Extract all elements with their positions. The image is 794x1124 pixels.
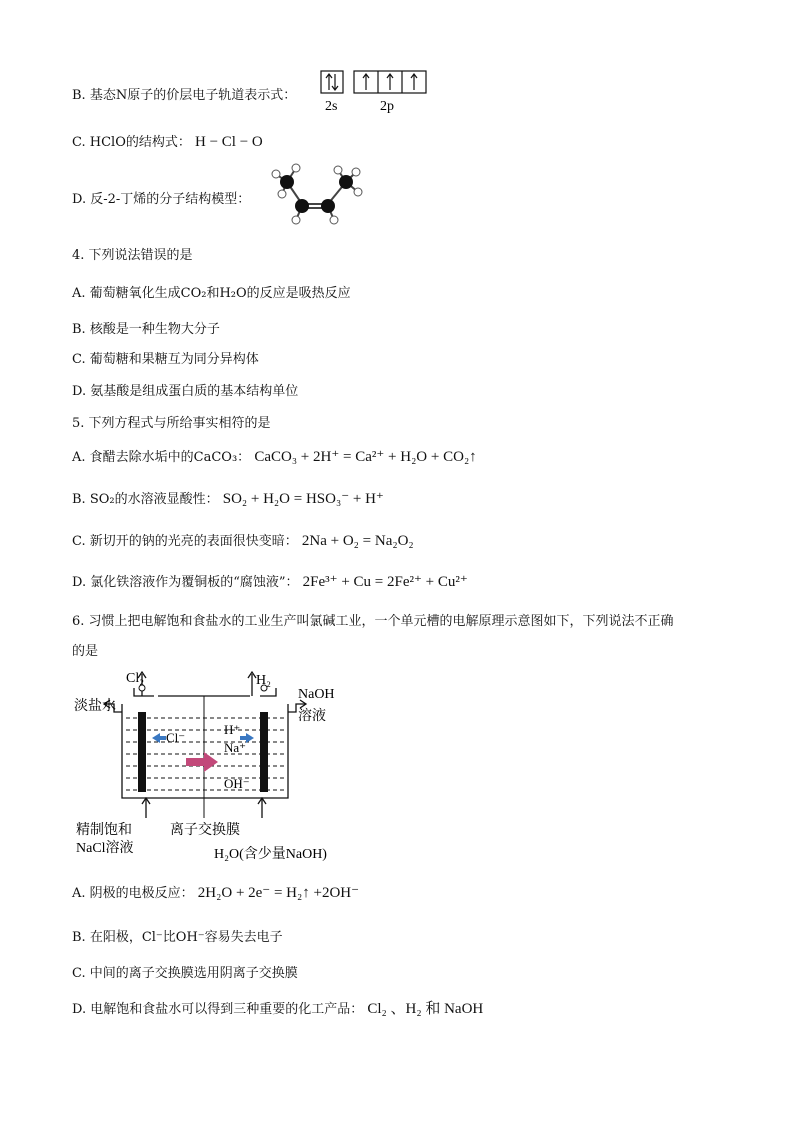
- cl2-label: Cl₂: [126, 671, 145, 686]
- feed-line1: 精制饱和: [76, 823, 132, 838]
- q6-stem-line2: 的是: [72, 644, 99, 659]
- h2-label: H₂: [256, 673, 271, 688]
- orbital-diagram: [320, 70, 430, 116]
- q6-option-a: [72, 882, 359, 902]
- option-b-label: B. 基态N原子的价层电子轨道表示式：: [72, 88, 297, 103]
- option-c-q3: [72, 131, 263, 151]
- trans-2-butene-model: [262, 160, 372, 230]
- q6-option-c: C. 中间的离子交换膜选用阴离子交换膜: [72, 966, 298, 981]
- q5-option-a: [72, 446, 477, 466]
- q5-a-label: A. 食醋去除水垢中的CaCO₃：: [72, 450, 251, 465]
- membrane-label: 离子交换膜: [170, 823, 240, 838]
- q4-option-a: A. 葡萄糖氧化生成CO₂和H₂O的反应是吸热反应: [72, 286, 351, 301]
- naoh-out-label: NaOH: [298, 687, 335, 702]
- q6-a-equation: 2H₂O + 2e⁻ = H₂↑ +2OH⁻: [197, 885, 360, 901]
- q5-c-equation: 2Na + O₂ = Na₂O₂: [301, 533, 414, 549]
- q6-stem-line1: 6. 习惯上把电解饱和食盐水的工业生产叫氯碱工业，一个单元槽的电解原理示意图如下，下列说法不正确: [72, 614, 674, 629]
- q5-stem: 5. 下列方程式与所给事实相符的是: [72, 416, 271, 431]
- option-c-label: C. HClO的结构式：: [72, 135, 191, 150]
- q6-option-b: B. 在阳极，Cl⁻比OH⁻容易失去电子: [72, 930, 283, 945]
- q5-option-d: [72, 571, 468, 591]
- q5-d-equation: 2Fe³⁺ + Cu = 2Fe²⁺ + Cu²⁺: [302, 574, 468, 590]
- q4-option-c: C. 葡萄糖和果糖互为同分异构体: [72, 352, 259, 367]
- hclo-structure: H − Cl − O: [195, 134, 263, 150]
- q5-option-c: [72, 530, 414, 550]
- water-inlet-label: H₂O(含少量NaOH): [214, 847, 327, 862]
- orbital-2s-label: 2s: [325, 99, 338, 114]
- q5-d-label: D. 氯化铁溶液作为覆铜板的“腐蚀液”：: [72, 575, 299, 590]
- option-d-label: D. 反-2-丁烯的分子结构模型：: [72, 192, 251, 207]
- q4-option-b: B. 核酸是一种生物大分子: [72, 322, 220, 337]
- na-ion-label: Na⁺: [224, 740, 247, 755]
- feed-line2: NaCl溶液: [76, 841, 134, 856]
- q4-option-d: D. 氨基酸是组成蛋白质的基本结构单位: [72, 384, 299, 399]
- dilute-brine-label: 淡盐水: [74, 699, 116, 714]
- q5-b-equation: SO₂ + H₂O = HSO₃⁻ + H⁺: [222, 491, 384, 507]
- q5-c-label: C. 新切开的钠的光亮的表面很快变暗：: [72, 534, 298, 549]
- q6-d-label: D. 电解饱和食盐水可以得到三种重要的化工产品：: [72, 1002, 364, 1017]
- q5-a-equation: CaCO₃ + 2H⁺ = Ca²⁺ + H₂O + CO₂↑: [254, 449, 477, 465]
- orbital-2p-label: 2p: [380, 99, 394, 114]
- h-ion-label: H⁺: [224, 722, 241, 737]
- q5-option-b: [72, 488, 384, 508]
- electrolysis-cell-diagram: [74, 668, 364, 864]
- q6-d-equation: Cl₂ 、H₂ 和 NaOH: [367, 1001, 484, 1017]
- option-d-q3: [72, 188, 250, 207]
- oh-ion-label: OH⁻: [224, 776, 250, 791]
- q6-a-label: A. 阴极的电极反应：: [72, 886, 194, 901]
- cl-ion-label: Cl⁻: [166, 730, 186, 745]
- solution-label: 溶液: [298, 709, 326, 724]
- q4-stem: 4. 下列说法错误的是: [72, 248, 193, 263]
- q6-option-d: [72, 997, 483, 1018]
- q5-b-label: B. SO₂的水溶液显酸性：: [72, 492, 219, 507]
- option-b-q3: [72, 84, 296, 103]
